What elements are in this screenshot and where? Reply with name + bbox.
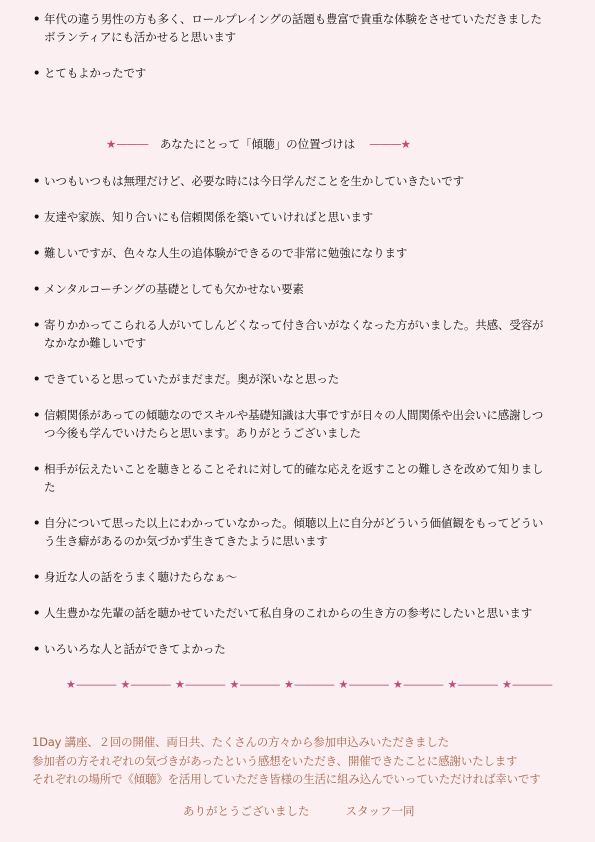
bullet-dot: • bbox=[33, 246, 41, 260]
bullet-dot: • bbox=[33, 570, 41, 584]
list-item-text: 友達や家族、知り合いにも信頼関係を築いていければと思います bbox=[44, 210, 374, 224]
bullet-dot: • bbox=[33, 642, 41, 656]
bullet-dot: • bbox=[33, 210, 41, 224]
star-icon: ★ bbox=[66, 678, 76, 691]
list-item-text bbox=[44, 406, 578, 442]
list-item bbox=[33, 514, 578, 550]
bullet-dot: • bbox=[33, 282, 41, 296]
section-heading bbox=[106, 136, 411, 152]
section-heading-text: あなたにとって「傾聴」の位置づけは bbox=[159, 137, 356, 151]
bullet-dot: • bbox=[33, 516, 41, 530]
bullet-dot: • bbox=[33, 318, 41, 332]
list-item-line: う生き癖があるのか気づかず生きてきたように思います bbox=[44, 534, 328, 548]
list-item-text: できていると思っていたがまだまだ。奥が深いなと思った bbox=[44, 372, 340, 386]
divider-dash: ———— bbox=[293, 678, 334, 691]
list-item-text: とてもよかったです bbox=[44, 66, 147, 80]
list-item-text: メンタルコーチングの基礎としても欠かせない要素 bbox=[44, 282, 304, 296]
list-item-line: 寄りかかってこられる人がいてしんどくなって付き合いがなくなった方がいました。共感、受容が bbox=[44, 318, 544, 332]
list-item bbox=[33, 172, 578, 190]
divider-dash: ———— bbox=[511, 678, 552, 691]
divider-segment bbox=[339, 677, 394, 693]
divider-segment bbox=[393, 677, 448, 693]
divider-segment bbox=[448, 677, 503, 693]
star-icon: ★ bbox=[447, 678, 458, 691]
star-icon: ★ bbox=[338, 678, 349, 691]
list-item-line: 年代の違う男性の方も多く、ロールプレイングの話題も豊富で貴重な体験をさせていただきました bbox=[44, 12, 542, 26]
list-item-text bbox=[44, 10, 578, 46]
divider-segment bbox=[230, 677, 285, 693]
list-item-text: いろいろな人と話ができてよかった bbox=[44, 642, 226, 656]
thanks-line bbox=[183, 803, 415, 819]
divider-segment bbox=[121, 677, 176, 693]
bullet-dot: • bbox=[33, 606, 41, 620]
list-item-line: 相手が伝えたいことを聴きとることそれに対して的確な応えを返すことの難しさを改めて知りまし bbox=[44, 462, 544, 476]
list-item bbox=[33, 10, 578, 46]
star-icon: ★ bbox=[502, 678, 512, 691]
list-item-line: ボランティアにも活かせると思います bbox=[44, 30, 237, 44]
list-item-line: た bbox=[44, 480, 56, 494]
star-icon: ★ bbox=[175, 678, 185, 691]
list-item bbox=[33, 460, 578, 496]
closing-message bbox=[32, 733, 541, 789]
list-item-text bbox=[44, 514, 578, 550]
star-icon: ★ bbox=[106, 137, 117, 151]
list-item-line: 信頼関係があっての傾聴なのでスキルや基礎知識は大事ですが日々の人間関係や出会いに感謝しつ bbox=[44, 408, 544, 422]
divider-dash: ———— bbox=[130, 678, 171, 691]
divider-dash: ———— bbox=[184, 678, 225, 691]
divider-segment bbox=[66, 677, 121, 693]
thanks-message: ありがとうございました bbox=[183, 804, 310, 818]
list-item bbox=[33, 370, 578, 388]
list-item-text: いつもいつもは無理だけど、必要な時には今日学んだことを生かしていきたいです bbox=[44, 174, 464, 188]
list-item bbox=[33, 64, 578, 82]
star-icon: ★ bbox=[284, 678, 294, 691]
star-divider bbox=[66, 677, 557, 693]
divider-segment bbox=[502, 677, 557, 693]
bullet-dot: • bbox=[33, 462, 41, 476]
heading-dash: ——— bbox=[116, 137, 148, 151]
list-item bbox=[33, 208, 578, 226]
heading-dash: ——— bbox=[369, 137, 401, 151]
list-item-line: つ今後も学んでいけたらと思います。ありがとうございました bbox=[44, 426, 361, 440]
star-icon: ★ bbox=[229, 678, 240, 691]
list-item bbox=[33, 244, 578, 262]
closing-line: 参加者の方それぞれの気づきがあったという感想をいただき、開催できたことに感謝いたします bbox=[32, 753, 518, 768]
bullet-dot: • bbox=[33, 372, 41, 386]
divider-dash: ———— bbox=[457, 678, 498, 691]
list-item-text: 人生豊かな先輩の話を聴かせていただいて私自身のこれからの生き方の参考にしたいと思います bbox=[44, 606, 533, 620]
list-item-text bbox=[44, 460, 578, 496]
star-icon: ★ bbox=[120, 678, 131, 691]
divider-dash: ———— bbox=[239, 678, 280, 691]
bullet-dot: • bbox=[33, 12, 41, 26]
staff-signature: スタッフ一同 bbox=[345, 804, 415, 818]
list-item bbox=[33, 640, 578, 658]
divider-dash: ———— bbox=[402, 678, 443, 691]
divider-segment bbox=[175, 677, 230, 693]
list-item bbox=[33, 604, 578, 622]
list-item bbox=[33, 280, 578, 298]
list-item-text: 難しいですが、色々な人生の追体験ができるので非常に勉強になります bbox=[44, 246, 408, 260]
list-item-text: 身近な人の話をうまく聴けたらなぁ〜 bbox=[44, 570, 237, 584]
list-item bbox=[33, 406, 578, 442]
list-item bbox=[33, 316, 578, 352]
closing-line: 1Day 講座、２回の開催、両日共、たくさんの方々から参加申込みいただきました bbox=[32, 735, 449, 749]
divider-dash: ———— bbox=[75, 678, 116, 691]
divider-segment bbox=[284, 677, 339, 693]
star-icon: ★ bbox=[393, 678, 403, 691]
bullet-dot: • bbox=[33, 66, 41, 80]
list-item-line: 自分について思った以上にわかっていなかった。傾聴以上に自分がどういう価値観をもってどうい bbox=[44, 516, 544, 530]
list-item bbox=[33, 568, 578, 586]
bullet-dot: • bbox=[33, 174, 41, 188]
star-icon: ★ bbox=[400, 137, 411, 151]
bullet-dot: • bbox=[33, 408, 41, 422]
closing-line: それぞれの場所で《傾聴》を活用していただき皆様の生活に組み込んでいっていただければ幸いです bbox=[32, 772, 541, 786]
list-item-text bbox=[44, 316, 578, 352]
divider-dash: ———— bbox=[348, 678, 389, 691]
list-item-line: なかなか難しいです bbox=[44, 336, 147, 350]
